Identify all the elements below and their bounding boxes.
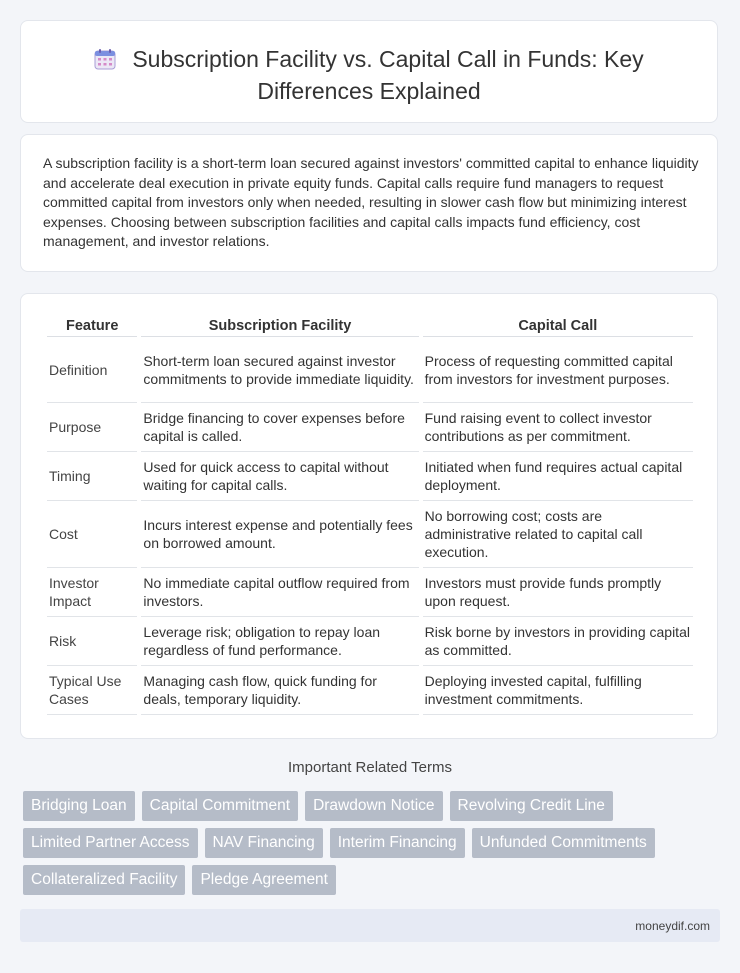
intro-text: A subscription facility is a short-term loan secured against investors' committed capital to enhance liquidity and accelerate deal execution in private equity funds. Capital calls require fund managers to request committed capital from investors only when needed, resulting in slower cash flow but minimizing interest expenses. Choosing between subscription facilities and capital calls impacts fund efficiency, cost management, and investor relations. bbox=[43, 155, 699, 249]
intro-card bbox=[20, 134, 718, 272]
subscription-cell: Leverage risk; obligation to repay loan regardless of fund performance. bbox=[141, 617, 418, 666]
related-terms-list bbox=[23, 791, 723, 895]
related-term-tag[interactable]: Capital Commitment bbox=[142, 791, 298, 821]
header-capital-call: Capital Call bbox=[423, 316, 693, 337]
related-term-tag[interactable]: NAV Financing bbox=[205, 828, 323, 858]
related-term-tag[interactable]: Interim Financing bbox=[330, 828, 465, 858]
subscription-cell: Used for quick access to capital without waiting for capital calls. bbox=[141, 452, 418, 501]
subscription-cell: No immediate capital outflow required from investors. bbox=[141, 568, 418, 617]
comparison-table bbox=[43, 316, 697, 715]
table-row bbox=[47, 617, 693, 666]
related-term-tag[interactable]: Limited Partner Access bbox=[23, 828, 198, 858]
table-row bbox=[47, 403, 693, 452]
title-line-1: Subscription Facility vs. Capital Call in Funds: Key bbox=[132, 46, 644, 72]
table-row bbox=[47, 568, 693, 617]
related-term-tag[interactable]: Drawdown Notice bbox=[305, 791, 442, 821]
feature-cell: Investor Impact bbox=[47, 568, 137, 617]
capital-call-cell: Process of requesting committed capital from investors for investment purposes. bbox=[423, 337, 693, 403]
feature-cell: Risk bbox=[47, 617, 137, 666]
feature-cell: Cost bbox=[47, 501, 137, 568]
capital-call-cell: Initiated when fund requires actual capital deployment. bbox=[423, 452, 693, 501]
comparison-card bbox=[20, 293, 718, 739]
table-row bbox=[47, 337, 693, 403]
capital-call-cell: No borrowing cost; costs are administrative related to capital call execution. bbox=[423, 501, 693, 568]
table-row bbox=[47, 501, 693, 568]
subscription-cell: Short-term loan secured against investor commitments to provide immediate liquidity. bbox=[141, 337, 418, 403]
subscription-cell: Managing cash flow, quick funding for deals, temporary liquidity. bbox=[141, 666, 418, 715]
footer-site[interactable]: moneydif.com bbox=[635, 919, 710, 933]
page-title bbox=[21, 45, 717, 106]
related-term-tag[interactable]: Collateralized Facility bbox=[23, 865, 185, 895]
related-term-tag[interactable]: Pledge Agreement bbox=[192, 865, 336, 895]
related-term-tag[interactable]: Revolving Credit Line bbox=[450, 791, 613, 821]
capital-call-cell: Fund raising event to collect investor contributions as per commitment. bbox=[423, 403, 693, 452]
subscription-cell: Incurs interest expense and potentially fees on borrowed amount. bbox=[141, 501, 418, 568]
feature-cell: Definition bbox=[47, 337, 137, 403]
related-term-tag[interactable]: Unfunded Commitments bbox=[472, 828, 655, 858]
calendar-icon bbox=[94, 48, 116, 77]
table-row bbox=[47, 666, 693, 715]
subscription-cell: Bridge financing to cover expenses before capital is called. bbox=[141, 403, 418, 452]
capital-call-cell: Risk borne by investors in providing capital as committed. bbox=[423, 617, 693, 666]
capital-call-cell: Deploying invested capital, fulfilling investment commitments. bbox=[423, 666, 693, 715]
footer bbox=[20, 909, 720, 942]
feature-cell: Purpose bbox=[47, 403, 137, 452]
title-line-2: Differences Explained bbox=[257, 78, 481, 104]
header-feature: Feature bbox=[47, 316, 137, 337]
feature-cell: Typical Use Cases bbox=[47, 666, 137, 715]
header-subscription-facility: Subscription Facility bbox=[141, 316, 418, 337]
related-terms-title: Important Related Terms bbox=[288, 759, 452, 776]
capital-call-cell: Investors must provide funds promptly upon request. bbox=[423, 568, 693, 617]
table-header-row bbox=[47, 316, 693, 337]
related-term-tag[interactable]: Bridging Loan bbox=[23, 791, 135, 821]
feature-cell: Timing bbox=[47, 452, 137, 501]
table-row bbox=[47, 452, 693, 501]
title-card bbox=[20, 20, 718, 123]
